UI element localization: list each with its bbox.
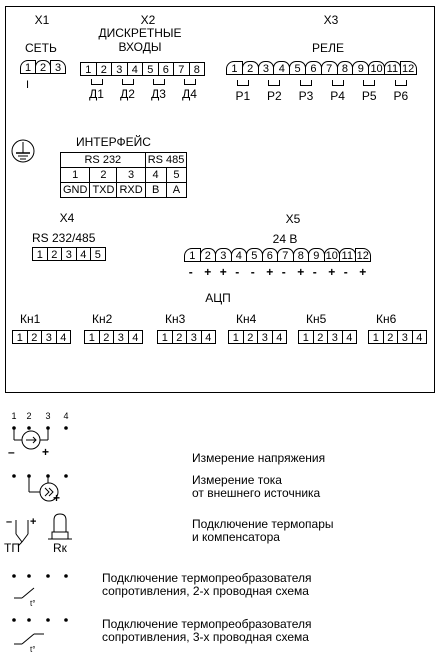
rtd-3wire-icon [8, 614, 78, 654]
adc-channel-2-block [84, 330, 143, 344]
adc-ch6-pin-2: 2 [383, 330, 399, 344]
interface-signal-3: RXD [117, 183, 145, 198]
x5-title: 24 В [272, 232, 298, 246]
adc-ch5-pin-2: 2 [313, 330, 329, 344]
adc-channel-6-block [368, 330, 427, 344]
adc-channel-5-block [298, 330, 357, 344]
adc-ch6-pin-3: 3 [397, 330, 413, 344]
x3-group-4: Р4 [330, 89, 345, 103]
x3-pin-9: 9 [352, 61, 369, 75]
voltage-plus: + [42, 445, 50, 459]
x3-label: X3 [323, 13, 339, 27]
x2-pin-1: 1 [80, 62, 97, 76]
x2-group-bracket-1 [91, 79, 103, 85]
x2-terminal-block [80, 62, 205, 76]
legend-pin-number-2: 2 [26, 411, 32, 421]
x2-pin-5: 5 [142, 62, 159, 76]
x4-label: X4 [59, 211, 75, 225]
x1-marker: I [26, 79, 30, 91]
rk-label: Rк [53, 541, 67, 555]
x5-pin-12: 12 [355, 248, 372, 262]
x2-title-line2: ВХОДЫ [118, 40, 162, 54]
adc-ch2-pin-1: 1 [84, 330, 100, 344]
x3-pin-3: 3 [258, 61, 275, 75]
x5-pin-6: 6 [262, 248, 279, 262]
legend-rtd2-line1: Подключение термопреобразователя [102, 571, 312, 585]
x3-group-bracket-2 [268, 80, 280, 86]
x3-group-3: Р3 [298, 89, 314, 103]
x3-group-bracket-5 [363, 80, 375, 86]
x5-polarity-9: - [312, 265, 317, 279]
x5-polarity-10: + [328, 265, 336, 279]
x5-polarity-3: + [219, 265, 227, 279]
current-plus: + [53, 491, 61, 505]
interface-number-5: 5 [166, 168, 187, 183]
adc-ch4-pin-3: 3 [257, 330, 273, 344]
adc-ch6-pin-4: 4 [412, 330, 428, 344]
x5-polarity-6: + [266, 265, 274, 279]
x4-pin-2: 2 [47, 247, 63, 261]
legend-thermocouple-line2: и компенсатора [192, 530, 280, 544]
x5-polarity-2: + [204, 265, 212, 279]
adc-ch5-pin-3: 3 [327, 330, 343, 344]
rtd3-t-mark: t° [30, 645, 36, 654]
adc-ch2-pin-4: 4 [128, 330, 144, 344]
adc-ch5-pin-4: 4 [342, 330, 358, 344]
legend-rtd2-line2: сопротивления, 2-х проводная схема [102, 584, 309, 598]
x3-pin-2: 2 [242, 61, 259, 75]
x5-pin-10: 10 [324, 248, 341, 262]
adc-channel-label-6: Кн6 [376, 312, 397, 326]
x2-group-1: Д1 [89, 87, 104, 101]
x3-pin-10: 10 [368, 61, 385, 75]
interface-signal-1: GND [61, 183, 90, 198]
x3-title: РЕЛЕ [312, 41, 344, 55]
adc-channel-label-1: Кн1 [20, 312, 41, 326]
x5-polarity-4: - [235, 265, 240, 279]
ammeter-icon [8, 470, 78, 506]
ground-icon [10, 138, 38, 166]
adc-ch5-pin-1: 1 [298, 330, 314, 344]
adc-ch3-pin-1: 1 [157, 330, 173, 344]
interface-number-1: 1 [61, 168, 90, 183]
tc-label: ТП [4, 541, 20, 555]
x4-title: RS 232/485 [32, 231, 96, 245]
x3-pin-5: 5 [289, 61, 306, 75]
adc-channel-1-block [12, 330, 71, 344]
x5-polarity-12: + [359, 265, 367, 279]
x2-label: X2 [140, 13, 156, 27]
x5-pin-1: 1 [184, 248, 201, 262]
x5-polarity-8: + [297, 265, 305, 279]
x3-pin-11: 11 [384, 61, 401, 75]
adc-ch4-pin-2: 2 [243, 330, 259, 344]
adc-ch4-pin-1: 1 [228, 330, 244, 344]
adc-ch1-pin-3: 3 [41, 330, 57, 344]
rs232-header: RS 232 [61, 153, 146, 168]
x5-pin-8: 8 [293, 248, 310, 262]
x5-polarity-11: - [343, 265, 348, 279]
tc-plus: + [30, 516, 37, 528]
x5-pin-7: 7 [277, 248, 294, 262]
x2-pin-6: 6 [158, 62, 175, 76]
adc-channel-4-block [228, 330, 287, 344]
rs485-header: RS 485 [145, 153, 187, 168]
adc-ch1-pin-1: 1 [12, 330, 28, 344]
adc-ch2-pin-2: 2 [99, 330, 115, 344]
legend-current-line1: Измерение тока [192, 473, 282, 487]
adc-ch4-pin-4: 4 [272, 330, 288, 344]
adc-title: АЦП [205, 291, 231, 305]
legend-rtd3-line2: сопротивления, 3-х проводная схема [102, 630, 309, 644]
x4-pin-5: 5 [90, 247, 106, 261]
x2-title-line1: ДИСКРЕТНЫЕ [98, 26, 182, 40]
x3-group-bracket-6 [395, 80, 407, 86]
adc-ch3-pin-4: 4 [201, 330, 217, 344]
interface-signal-5: A [166, 183, 187, 198]
x4-pin-1: 1 [32, 247, 48, 261]
legend-rtd3-line1: Подключение термопреобразователя [102, 617, 312, 631]
x5-pin-4: 4 [231, 248, 248, 262]
x2-group-bracket-3 [153, 79, 165, 85]
x5-pin-2: 2 [200, 248, 217, 262]
x3-group-2: Р2 [267, 89, 282, 103]
legend-voltage: Измерение напряжения [192, 451, 326, 465]
x4-pin-3: 3 [61, 247, 77, 261]
x3-pin-4: 4 [273, 61, 290, 75]
adc-ch3-pin-2: 2 [172, 330, 188, 344]
x1-title: СЕТЬ [25, 41, 57, 55]
x4-pin-4: 4 [76, 247, 92, 261]
rtd-2wire-icon [8, 570, 78, 610]
x3-group-bracket-1 [237, 80, 249, 86]
legend-pin-number-4: 4 [63, 411, 69, 421]
x3-pin-7: 7 [321, 61, 338, 75]
adc-ch1-pin-2: 2 [27, 330, 43, 344]
adc-channel-label-2: Кн2 [92, 312, 113, 326]
interface-number-3: 3 [117, 168, 145, 183]
x5-polarity-1: - [188, 265, 193, 279]
x5-pin-9: 9 [308, 248, 325, 262]
x5-pin-11: 11 [339, 248, 356, 262]
interface-signal-2: TXD [90, 183, 117, 198]
x5-polarity-7: - [281, 265, 286, 279]
adc-ch2-pin-3: 3 [113, 330, 129, 344]
x5-label: X5 [285, 212, 301, 226]
x1-terminal-block [20, 60, 66, 74]
x1-pin-2: 2 [35, 60, 51, 74]
adc-ch6-pin-1: 1 [368, 330, 384, 344]
interface-number-4: 4 [145, 168, 166, 183]
interface-table [60, 152, 187, 198]
x5-pin-3: 3 [215, 248, 232, 262]
x4-terminal-block [32, 247, 106, 261]
x3-group-1: Р1 [235, 89, 251, 103]
x2-pin-8: 8 [189, 62, 206, 76]
adc-channel-3-block [157, 330, 216, 344]
voltage-minus: – [8, 445, 15, 459]
legend-current-line2: от внешнего источника [192, 486, 321, 500]
rtd2-t-mark: t° [30, 599, 36, 608]
x3-pin-8: 8 [337, 61, 354, 75]
x3-pin-6: 6 [305, 61, 322, 75]
x3-pin-1: 1 [226, 61, 243, 75]
x2-pin-3: 3 [111, 62, 128, 76]
x3-pin-12: 12 [400, 61, 417, 75]
x1-pin-1: 1 [20, 60, 36, 74]
x1-label: X1 [34, 13, 50, 27]
adc-channel-label-3: Кн3 [165, 312, 186, 326]
x5-terminal-block [184, 248, 371, 262]
legend-pin-number-3: 3 [45, 411, 51, 421]
interface-title: ИНТЕРФЕЙС [76, 135, 151, 149]
x3-group-6: Р6 [393, 89, 409, 103]
interface-signal-4: B [145, 183, 166, 198]
tc-minus: – [6, 516, 13, 528]
x5-pin-5: 5 [246, 248, 263, 262]
legend-thermocouple-line1: Подключение термопары [192, 517, 334, 531]
adc-ch3-pin-3: 3 [186, 330, 202, 344]
x2-pin-2: 2 [96, 62, 113, 76]
x2-pin-7: 7 [173, 62, 190, 76]
x1-pin-3: 3 [50, 60, 66, 74]
x2-group-bracket-2 [122, 79, 134, 85]
adc-ch1-pin-4: 4 [56, 330, 72, 344]
x3-group-bracket-4 [332, 80, 344, 86]
x2-pin-4: 4 [127, 62, 144, 76]
x2-group-bracket-4 [184, 79, 196, 85]
x3-terminal-block [226, 61, 417, 75]
x2-group-3: Д3 [151, 87, 166, 101]
adc-channel-label-5: Кн5 [306, 312, 327, 326]
legend-pin-number-1: 1 [11, 411, 17, 421]
x3-group-5: Р5 [361, 89, 377, 103]
x5-polarity-5: - [250, 265, 255, 279]
interface-number-2: 2 [90, 168, 117, 183]
x2-group-4: Д4 [182, 87, 197, 101]
x2-group-2: Д2 [120, 87, 135, 101]
adc-channel-label-4: Кн4 [236, 312, 257, 326]
x3-group-bracket-3 [300, 80, 312, 86]
